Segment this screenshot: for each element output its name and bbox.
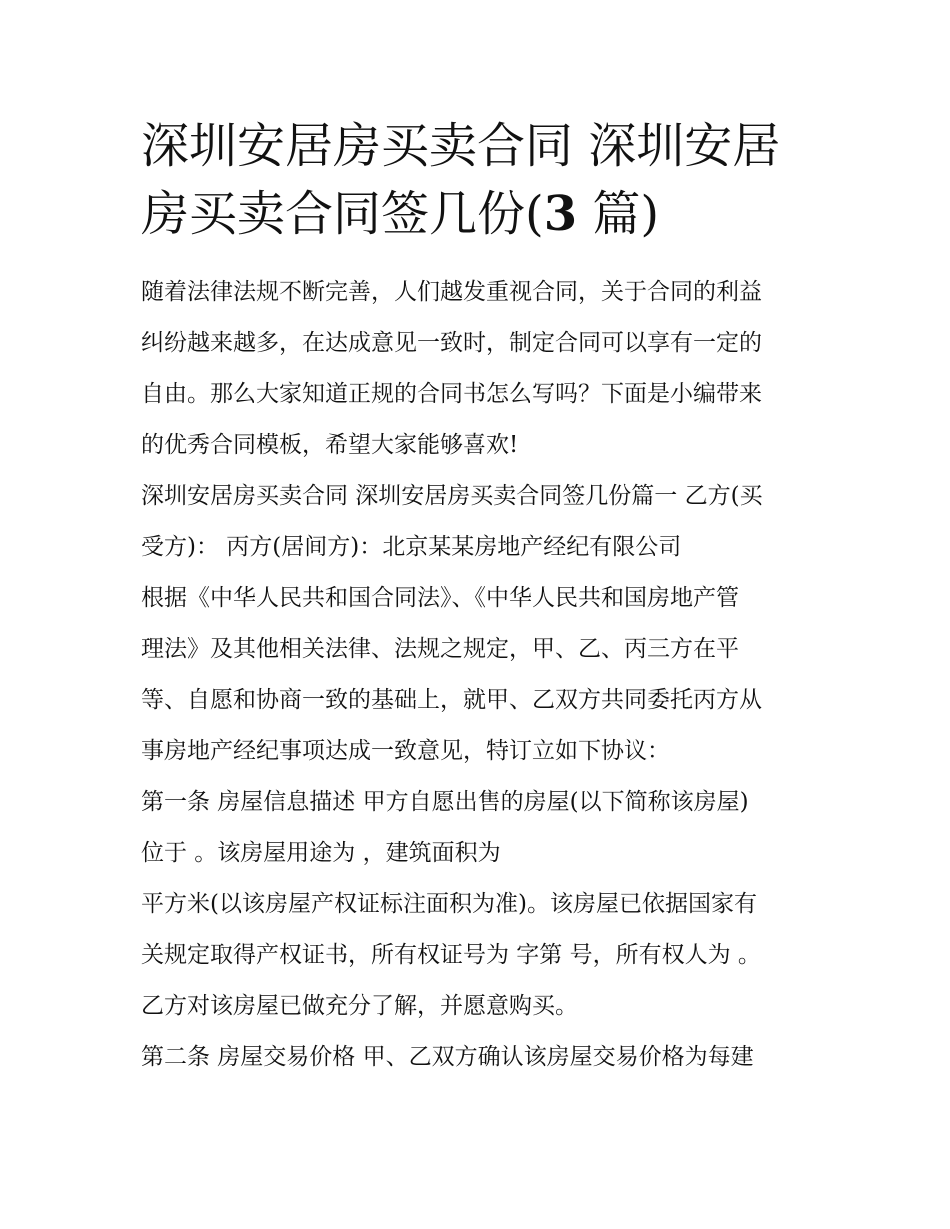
body-line: 根据《中华人民共和国合同法》、《中华人民共和国房地产管: [141, 585, 739, 611]
body-line: 随着法律法规不断完善，人们越发重视合同，关于合同的利益: [141, 279, 762, 305]
body-line: 自由。那么大家知道正规的合同书怎么写吗？下面是小编带来: [141, 381, 762, 407]
body-line: 关规定取得产权证书，所有权证号为 字第 号，所有权人为 。: [141, 942, 761, 968]
document-body: [141, 267, 813, 1083]
body-line: 事房地产经纪事项达成一致意见，特订立如下协议：: [141, 738, 670, 764]
body-line: 平方米(以该房屋产权证标注面积为准)。该房屋已依据国家有: [141, 891, 757, 917]
title-line-2: [141, 180, 813, 248]
title-line-1: 深圳安居房买卖合同 深圳安居: [141, 118, 781, 174]
document-title: [141, 112, 813, 248]
body-line: 等、自愿和协商一致的基础上，就甲、乙双方共同委托丙方从: [141, 687, 762, 713]
body-line: 乙方对该房屋已做充分了解，并愿意购买。: [141, 993, 578, 1019]
title-line-2-suffix: 篇): [577, 186, 660, 242]
title-line-2-text: 房买卖合同签几份(: [141, 186, 544, 242]
body-line: 第一条 房屋信息描述 甲方自愿出售的房屋(以下简称该房屋): [141, 789, 749, 815]
body-line: 理法》及其他相关法律、法规之规定，甲、乙、丙三方在平: [141, 636, 739, 662]
body-line: 的优秀合同模板，希望大家能够喜欢!: [141, 432, 519, 458]
body-line: 受方)： 丙方(居间方)：北京某某房地产经纪有限公司: [141, 534, 682, 560]
body-line: 纠纷越来越多，在达成意见一致时，制定合同可以享有一定的: [141, 330, 762, 356]
title-count: 3: [543, 186, 578, 242]
body-line: 位于 。该房屋用途为 ，建筑面积为: [141, 840, 501, 866]
body-line: 第二条 房屋交易价格 甲、乙双方确认该房屋交易价格为每建: [141, 1044, 754, 1070]
document-page: [141, 112, 813, 1083]
body-line: 深圳安居房买卖合同 深圳安居房买卖合同签几份篇一 乙方(买: [141, 483, 763, 509]
